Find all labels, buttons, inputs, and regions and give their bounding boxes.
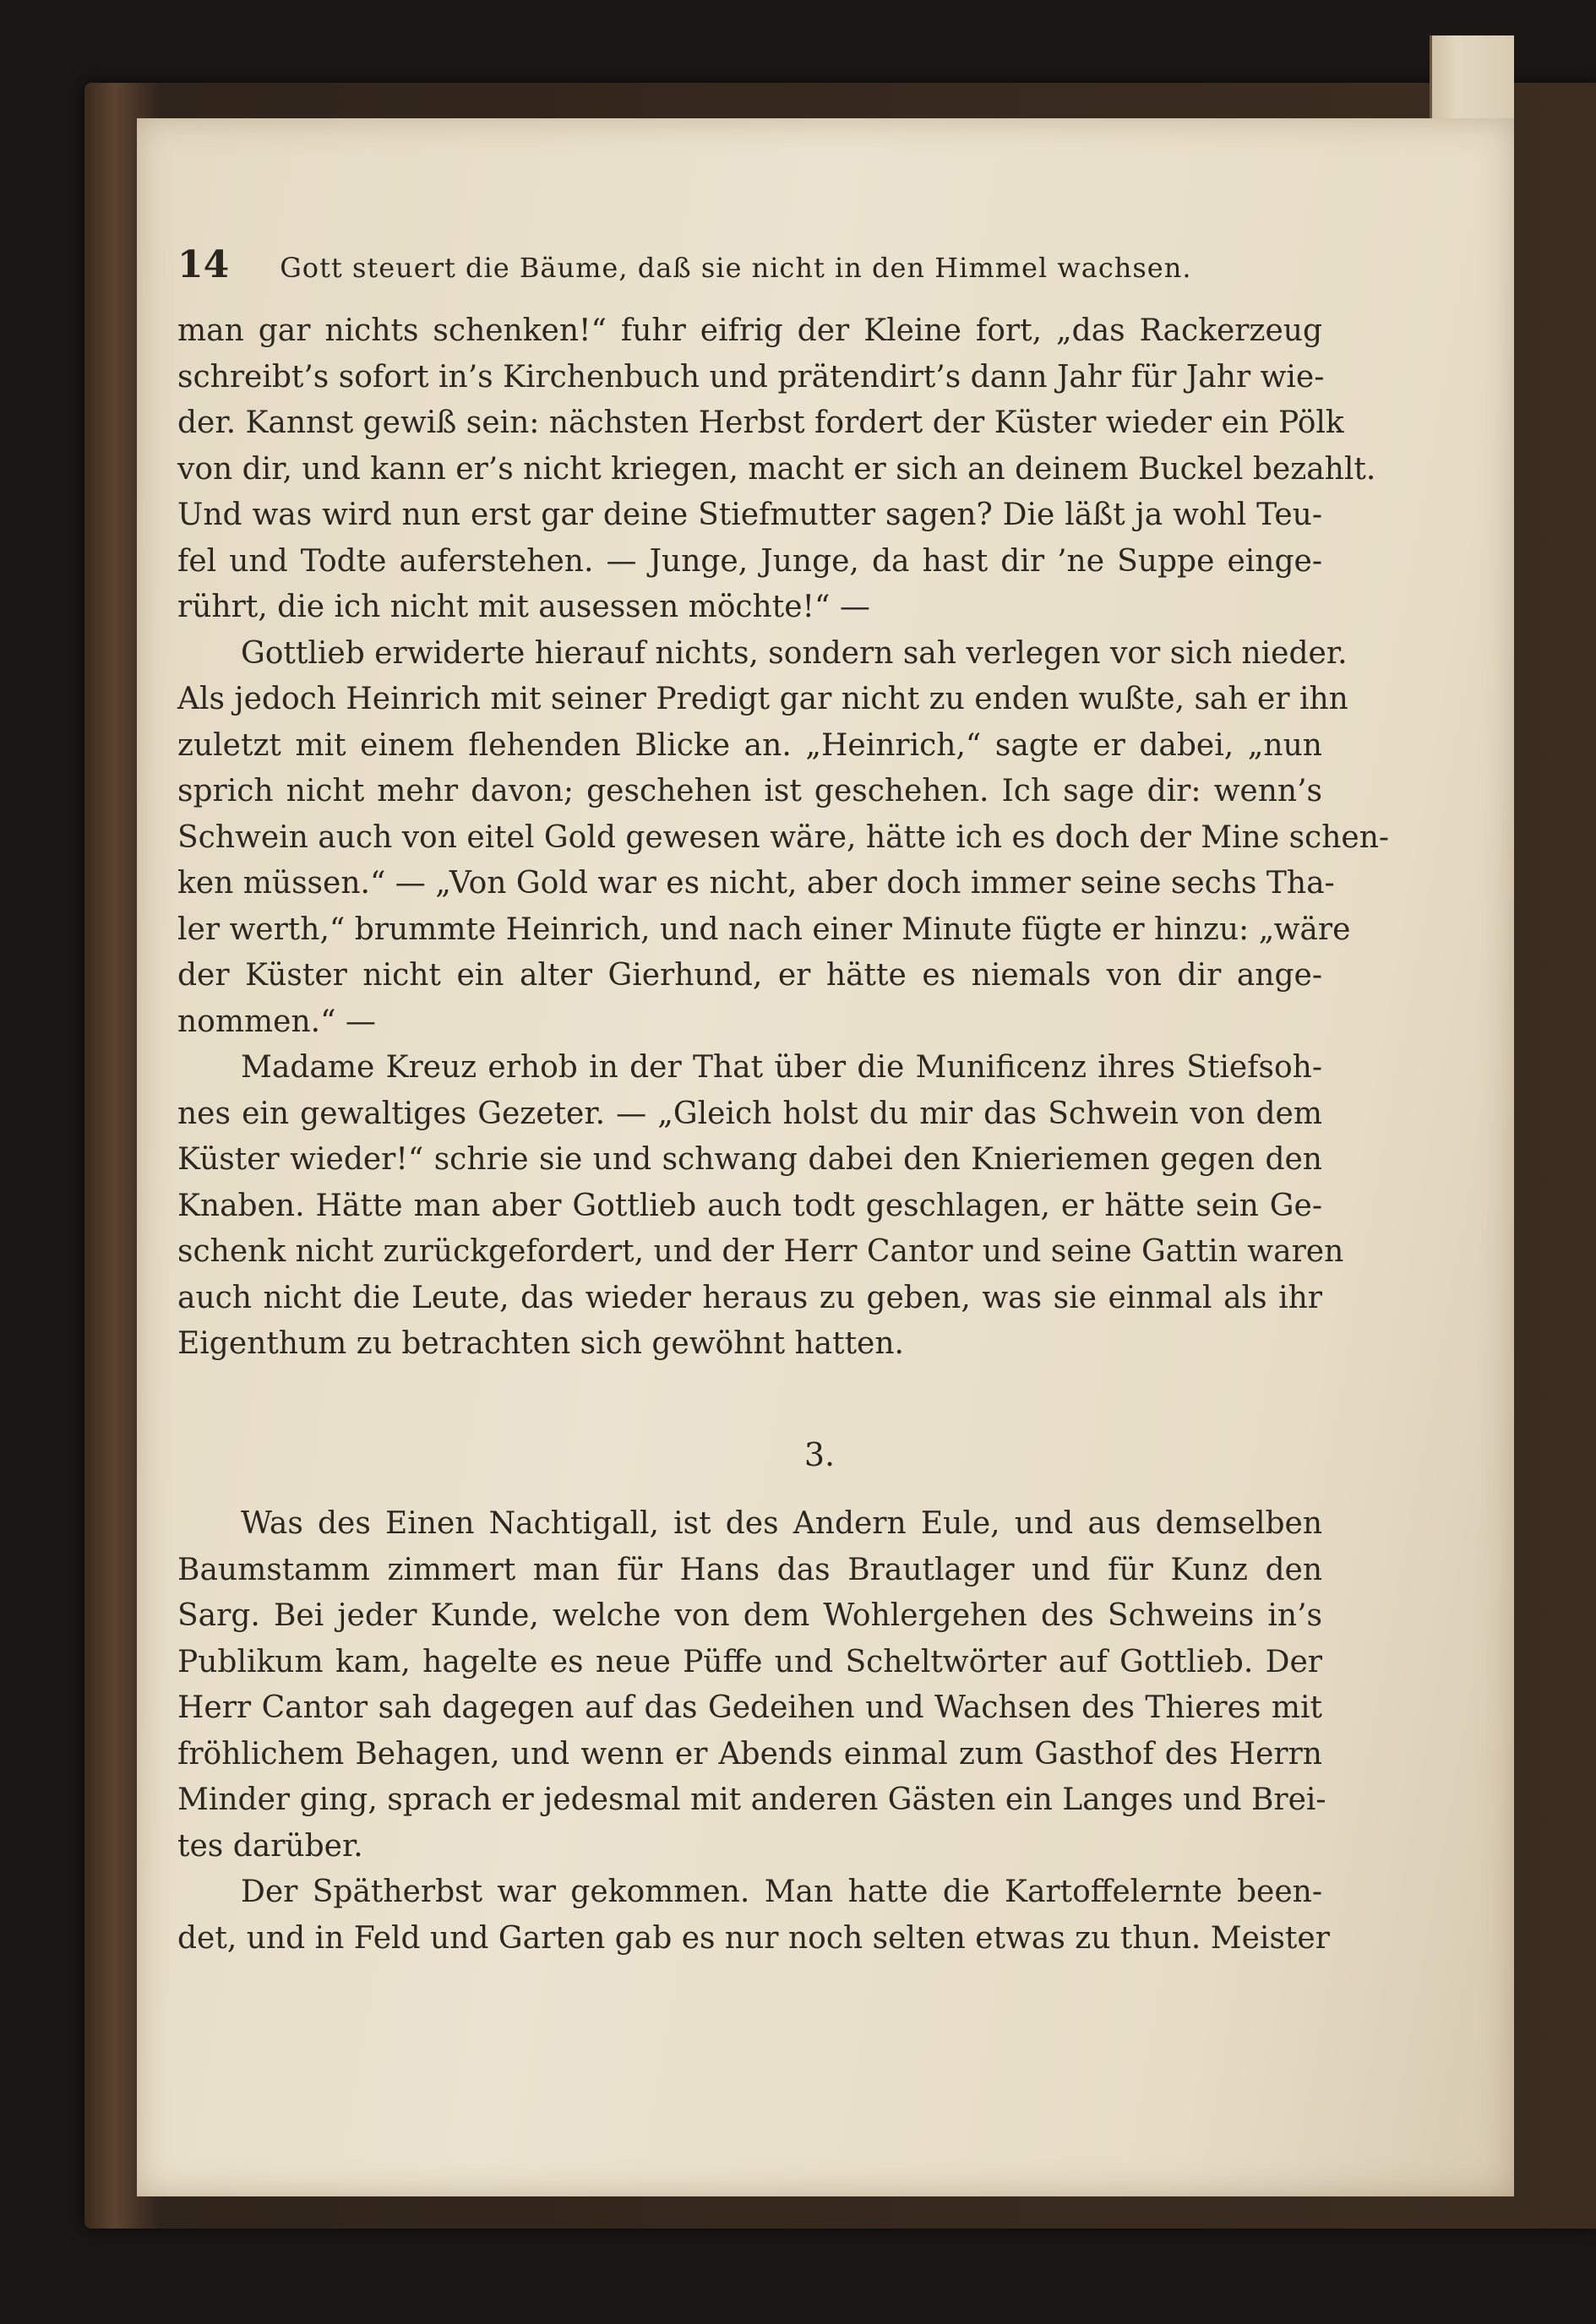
body-text-top	[177, 308, 1390, 1368]
text-line: Eigenthum zu betrachten sich gewöhnt hatten.	[177, 1326, 904, 1361]
text-line: Sarg. Bei jeder Kunde, welche von dem Wohlergehen des Schweins in’s	[177, 1598, 1322, 1633]
page-header	[177, 243, 1250, 294]
text-line: ken müssen.“ — „Von Gold war es nicht, aber doch immer seine sechs Tha-	[177, 866, 1335, 901]
text-line: Baumstamm zimmert man für Hans das Brautlager und für Kunz den	[177, 1552, 1322, 1587]
text-line: von dir, und kann er’s nicht kriegen, macht er sich an deinem Buckel bezahlt.	[177, 451, 1376, 487]
text-line: zuletzt mit einem flehenden Blicke an. „Heinrich,“ sagte er dabei, „nun	[177, 727, 1322, 763]
text-line: nes ein gewaltiges Gezeter. — „Gleich holst du mir das Schwein von dem	[177, 1096, 1322, 1131]
body-text-bottom	[177, 1501, 1330, 1962]
text-line: der. Kannst gewiß sein: nächsten Herbst fordert der Küster wieder ein Pölk	[177, 405, 1344, 440]
text-line: Publikum kam, hagelte es neue Püffe und Scheltwörter auf Gottlieb. Der	[177, 1644, 1322, 1679]
running-title: Gott steuert die Bäume, daß sie nicht in den Himmel wachsen.	[280, 252, 1192, 284]
text-line: Der Spätherbst war gekommen. Man hatte die Kartoffelernte been-	[241, 1875, 1322, 1909]
text-line: Knaben. Hätte man aber Gottlieb auch todt geschlagen, er hätte sein Ge-	[177, 1188, 1322, 1223]
text-line: Schwein auch von eitel Gold gewesen wäre, hätte ich es doch der Mine schen-	[177, 819, 1390, 855]
text-line: Gottlieb erwiderte hierauf nichts, sondern sah verlegen vor sich nieder.	[241, 635, 1348, 671]
text-line: Was des Einen Nachtigall, ist des Andern Eule, und aus demselben	[241, 1506, 1322, 1541]
text-line: schenk nicht zurückgefordert, und der Herr Cantor und seine Gattin waren	[177, 1234, 1344, 1269]
text-line: Als jedoch Heinrich mit seiner Predigt gar nicht zu enden wußte, sah er ihn	[177, 682, 1348, 716]
text-line: rührt, die ich nicht mit ausessen möchte!“ —	[177, 590, 870, 624]
text-line: Und was wird nun erst gar deine Stiefmutter sagen? Die läßt ja wohl Teu-	[177, 498, 1322, 532]
section-number: 3.	[803, 1436, 836, 1473]
text-line: fröhlichem Behagen, und wenn er Abends einmal zum Gasthof des Herrn	[177, 1736, 1322, 1772]
text-line: Küster wieder!“ schrie sie und schwang dabei den Knieriemen gegen den	[177, 1142, 1322, 1177]
text-line: tes darüber.	[177, 1828, 363, 1864]
text-line: nommen.“ —	[177, 1004, 376, 1039]
text-line: Herr Cantor sah dagegen auf das Gedeihen und Wachsen des Thieres mit	[177, 1690, 1322, 1725]
text-line: sprich nicht mehr davon; geschehen ist geschehen. Ich sage dir: wenn’s	[177, 774, 1322, 808]
text-line: man gar nichts schenken!“ fuhr eifrig der Kleine fort, „das Rackerzeug	[177, 313, 1322, 348]
text-line: det, und in Feld und Garten gab es nur noch selten etwas zu thun. Meister	[177, 1920, 1330, 1956]
page-number: 14	[177, 243, 230, 286]
text-line: der Küster nicht ein alter Gierhund, er hätte es niemals von dir ange-	[177, 958, 1322, 993]
text-line: Madame Kreuz erhob in der That über die Munificenz ihres Stiefsoh-	[241, 1050, 1322, 1085]
text-line: schreibt’s sofort in’s Kirchenbuch und prätendirt’s dann Jahr für Jahr wie-	[177, 359, 1325, 395]
text-line: Minder ging, sprach er jedesmal mit anderen Gästen ein Langes und Brei-	[177, 1782, 1326, 1817]
text-line: auch nicht die Leute, das wieder heraus zu geben, was sie einmal als ihr	[177, 1280, 1322, 1315]
text-line: fel und Todte auferstehen. — Junge, Junge, da hast dir ’ne Suppe einge-	[177, 543, 1322, 579]
text-line: ler werth,“ brummte Heinrich, und nach einer Minute fügte er hinzu: „wäre	[177, 912, 1351, 947]
